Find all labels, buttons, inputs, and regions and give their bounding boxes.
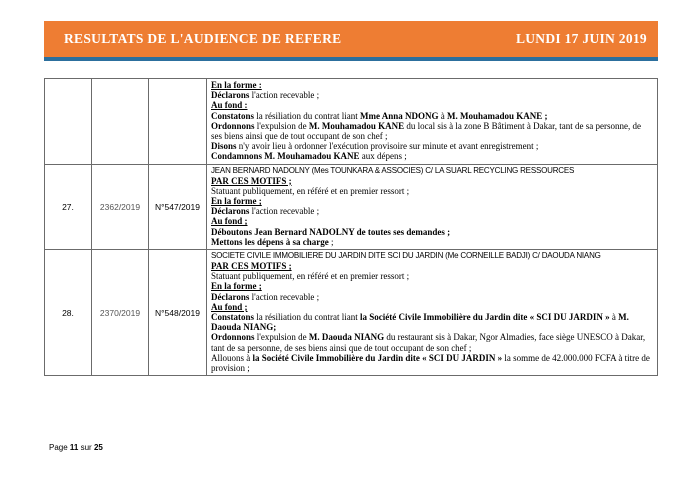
row-number: 28.	[45, 250, 92, 376]
table-row	[45, 250, 658, 376]
rg-number	[92, 79, 149, 165]
section-heading: En la forme ;	[211, 196, 262, 207]
bold-segment: Mme Anna NDONG	[360, 110, 439, 121]
page-footer	[49, 443, 103, 452]
text-segment: à	[438, 110, 447, 121]
bold-segment: M. Mouhamadou KANE	[308, 120, 405, 131]
text-segment: la résiliation du contrat liant	[254, 110, 360, 121]
text-segment: du local sis à la zone B Bâtiment à Dakar, tant de sa personne, de ses biens ainsi que de tout occupant de son chef ;	[211, 120, 641, 142]
footer-middle: sur	[78, 443, 94, 452]
row-number: 27.	[45, 164, 92, 249]
text-segment: la somme de 42.000.000 FCFA à titre de provision ;	[211, 352, 650, 374]
bold-segment: la Société Civile Immobilière du Jardin dite « SCI DU JARDIN »	[360, 312, 610, 323]
case-parties-title: JEAN BERNARD NADOLNY (Mes TOUNKARA & ASSOCIES) C/ LA SUARL RECYCLING RESSOURCES	[211, 165, 575, 175]
decision-line	[211, 141, 654, 151]
decision-line	[211, 312, 654, 332]
bold-segment: Ordonnons	[211, 120, 255, 131]
text-segment: l'action recevable ;	[249, 90, 320, 101]
bold-segment: M. Daouda NIANG;	[211, 312, 629, 333]
decision-line	[211, 90, 654, 100]
section-heading: PAR CES MOTIFS ;	[211, 261, 292, 272]
ordonnance-number: N°547/2019	[149, 164, 207, 249]
section-heading: Au fond ;	[211, 301, 248, 312]
section-heading: En la forme :	[211, 80, 262, 90]
text-segment: l'expulsion de	[254, 332, 309, 343]
bold-segment: M. Daouda NIANG	[308, 332, 385, 343]
rg-number: 2370/2019	[92, 250, 149, 376]
text-segment: la résiliation du contrat liant	[254, 312, 360, 323]
text-segment: ;	[328, 236, 334, 247]
header-date: LUNDI 17 JUIN 2019	[515, 31, 647, 46]
header-title: RESULTATS DE L'AUDIENCE DE REFERE	[64, 31, 342, 46]
section-heading: Au fond ;	[211, 216, 248, 227]
results-table	[44, 78, 658, 376]
section-heading: En la forme ;	[211, 281, 262, 292]
bold-segment: Déclarons	[211, 291, 250, 302]
decision-line	[211, 237, 654, 247]
ordonnance-number	[149, 79, 207, 165]
decision-line	[211, 332, 654, 352]
decision-line	[211, 111, 654, 121]
decision-line	[211, 227, 654, 237]
footer-prefix: Page	[49, 443, 70, 452]
decision-line	[211, 271, 654, 281]
bold-segment: Déboutons Jean Bernard NADOLNY de toutes ses demandes ;	[211, 226, 451, 237]
bold-segment: Constatons	[211, 110, 255, 121]
bold-segment: la Société Civile Immobilière du Jardin dite « SCI DU JARDIN »	[252, 352, 503, 363]
bold-segment: Déclarons	[211, 90, 250, 101]
row-number	[45, 79, 92, 165]
page-header-banner	[44, 21, 658, 61]
bold-segment: Déclarons	[211, 206, 250, 217]
decision-text	[207, 79, 658, 165]
bold-segment: Constatons	[211, 312, 255, 323]
bold-segment: Condamnons M. Mouhamadou KANE	[211, 151, 360, 162]
decision-line	[211, 121, 654, 141]
text-segment: l'expulsion de	[254, 120, 309, 131]
text-segment: Allouons à	[211, 352, 253, 363]
decision-line	[211, 151, 654, 161]
decision-line	[211, 186, 654, 196]
decision-text	[207, 164, 658, 249]
text-segment: Statuant publiquement, en référé et en premier ressort ;	[211, 271, 410, 282]
text-segment: à	[609, 312, 619, 323]
text-segment: du restaurant sis à Dakar, Ngor Almadies, face siège UNESCO à Dakar, tant de sa personne, de ses biens ainsi que de tout occupant de son chef ;	[211, 332, 646, 353]
bold-segment: Ordonnons	[211, 332, 255, 343]
decision-line	[211, 353, 654, 373]
table-row	[45, 79, 658, 165]
decision-text	[207, 250, 658, 376]
bold-segment: Mettons les dépens à sa charge	[211, 236, 329, 247]
section-heading: PAR CES MOTIFS ;	[211, 175, 292, 186]
text-segment: l'action recevable ;	[249, 206, 320, 217]
footer-page-number: 11	[69, 443, 79, 452]
text-segment: aux dépens ;	[359, 151, 407, 162]
text-segment: n'y avoir lieu à ordonner l'exécution provisoire sur minute et avant enregistrement ;	[236, 141, 539, 152]
footer-total-pages: 25	[93, 443, 103, 452]
text-segment: Statuant publiquement, en référé et en premier ressort ;	[211, 185, 410, 196]
case-parties-title: SOCIETE CIVILE IMMOBILIERE DU JARDIN DITE SCI DU JARDIN (Me CORNEILLE BADJI) C/ DAOUDA NIANG	[211, 251, 601, 261]
decision-line	[211, 292, 654, 302]
bold-segment: Disons	[211, 141, 237, 152]
bold-segment: M. Mouhamadou KANE ;	[447, 110, 548, 121]
text-segment: l'action recevable ;	[249, 291, 320, 302]
ordonnance-number: N°548/2019	[149, 250, 207, 376]
table-row	[45, 164, 658, 249]
section-heading: Au fond :	[211, 100, 248, 111]
rg-number: 2362/2019	[92, 164, 149, 249]
decision-line	[211, 206, 654, 216]
